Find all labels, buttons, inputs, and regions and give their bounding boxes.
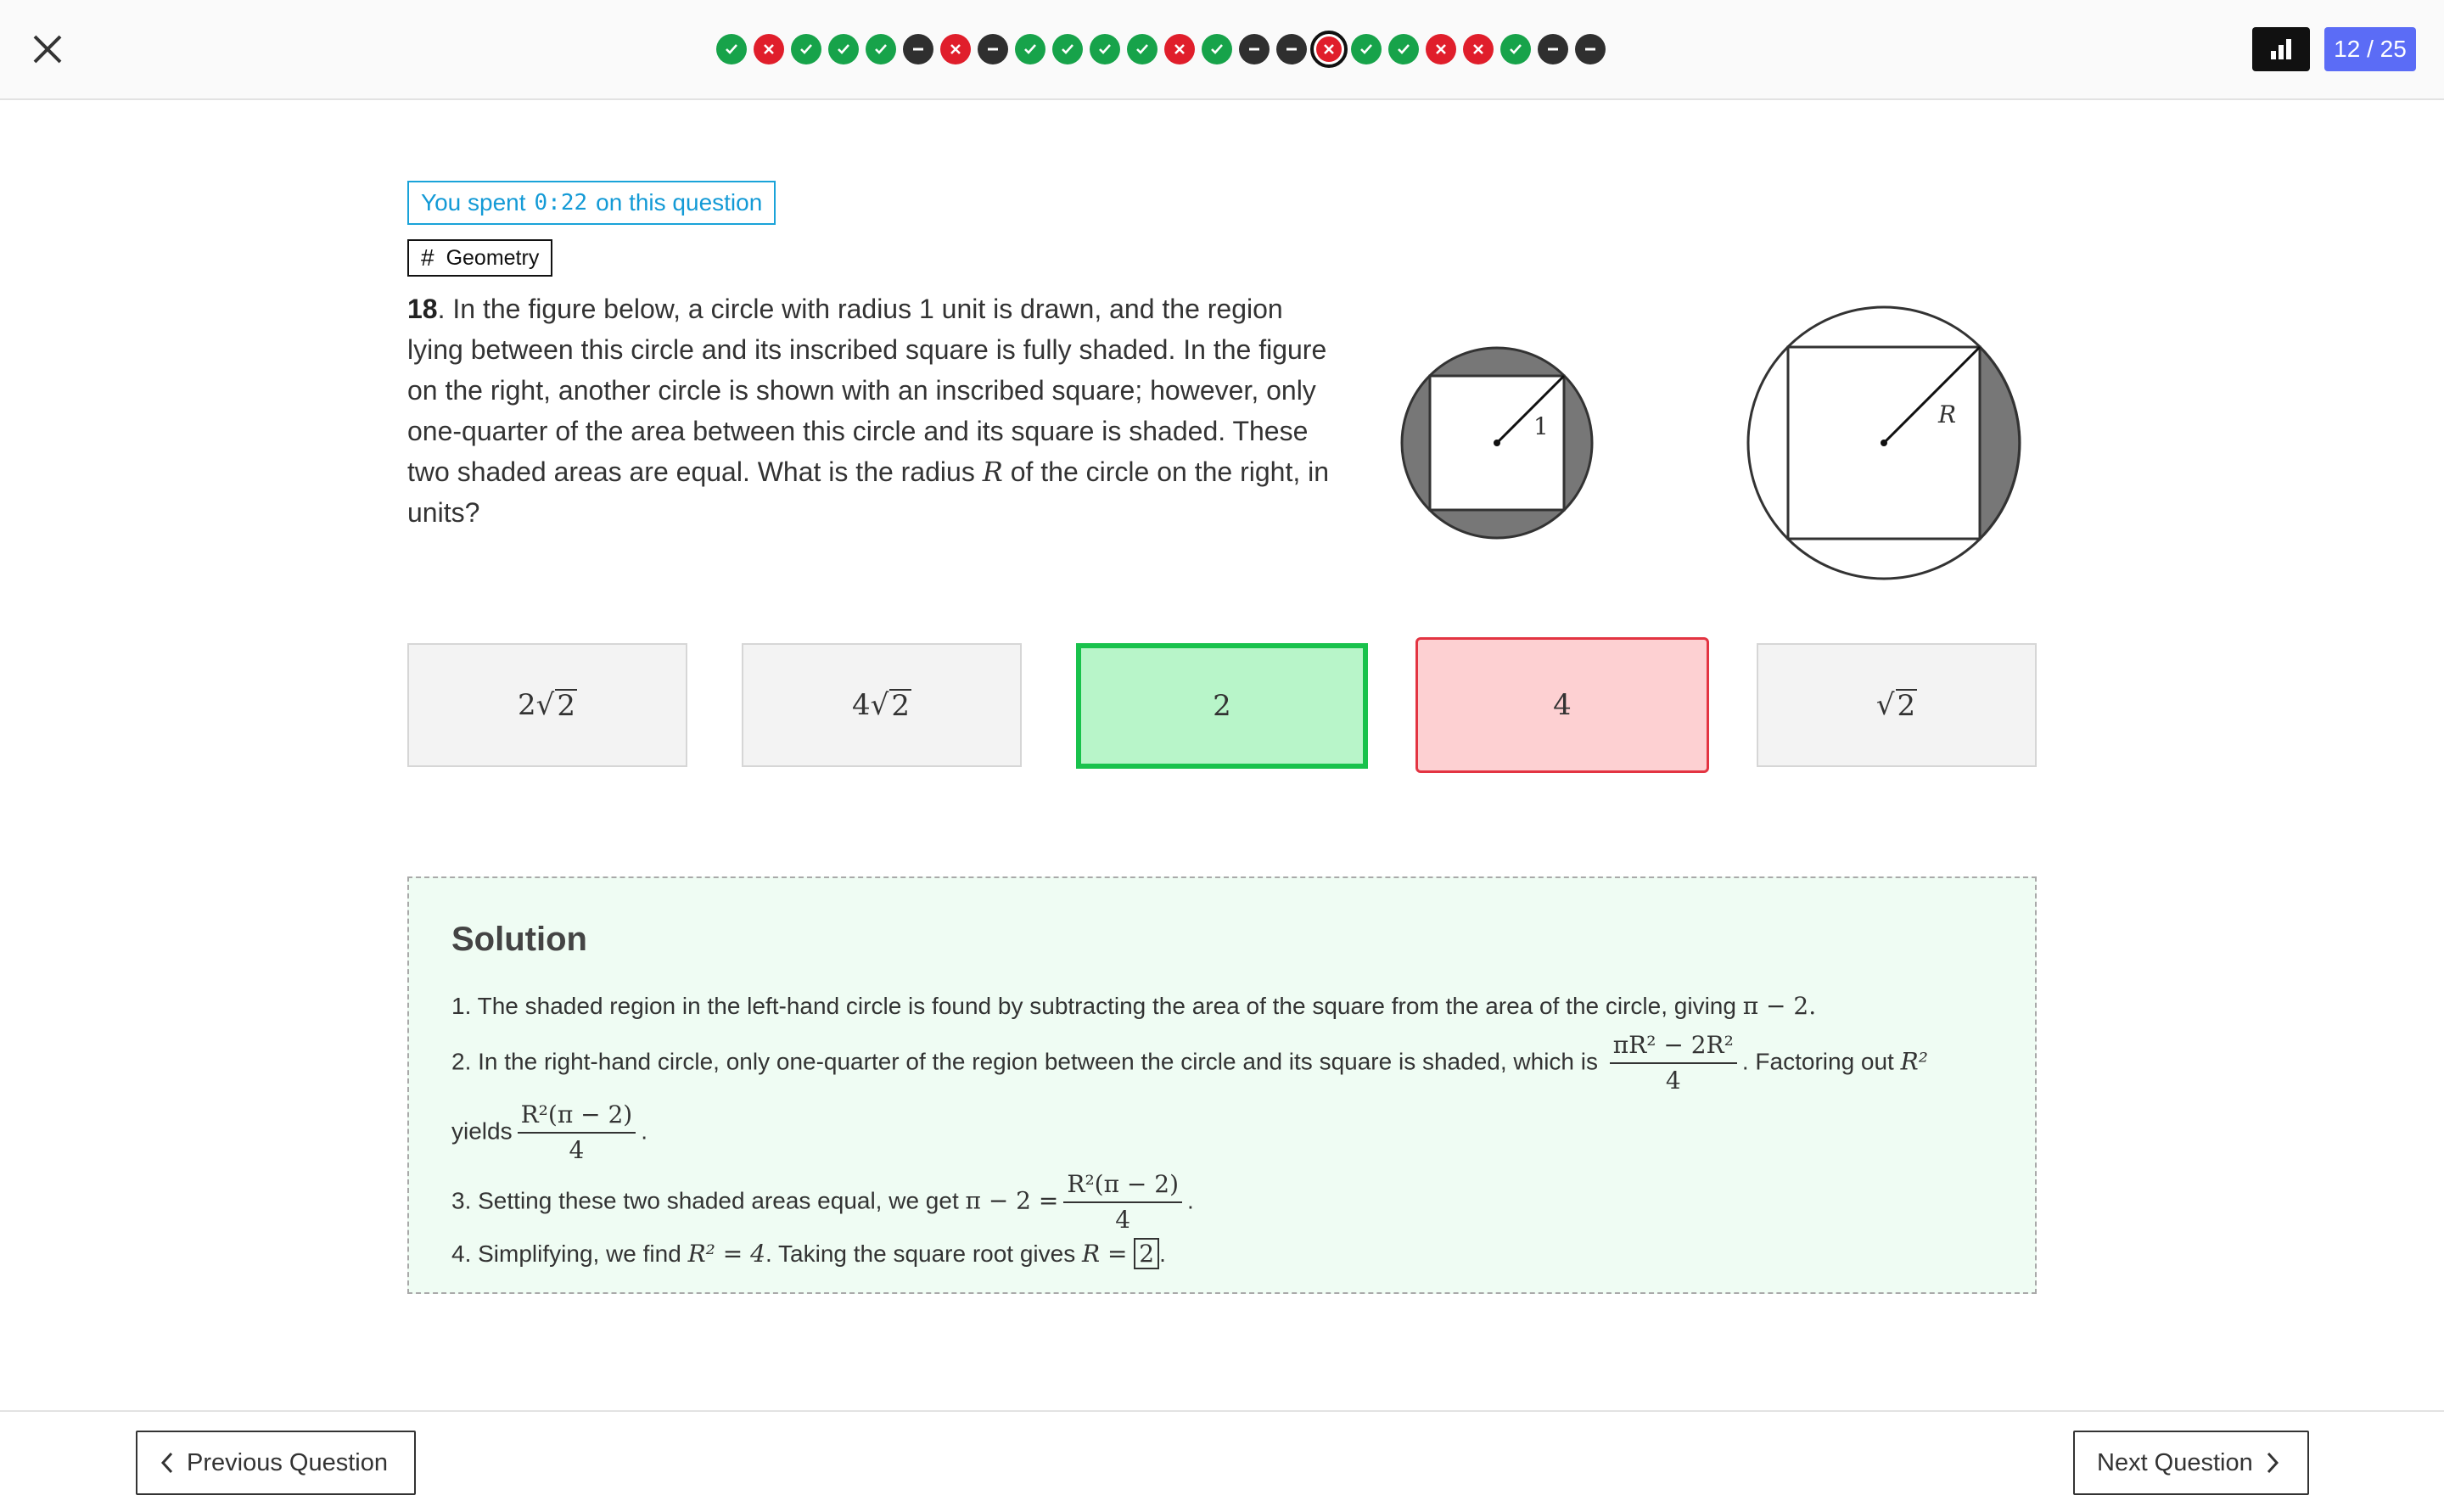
solution-step-2: 2. In the right-hand circle, only one-quarter of the region between the circle and its square is shaded, which is $\frac{\text{πR² − 2R²}}{4}$ . Factoring out R² [451,1028,1993,1098]
stats-button[interactable] [2252,27,2310,71]
question-variable: R [982,456,1003,488]
hash-icon: # [421,244,434,271]
solution-step-2-cont: yields $\frac{\text{R²(π − 2)}}{4}$ . [451,1098,1993,1168]
footer-bar [0,1410,2444,1512]
topic-label: Geometry [446,245,540,270]
progress-dot-correct[interactable] [1500,34,1531,64]
solution-step-4: 4. Simplifying, we find R² = 4. Taking the square root gives R = 2 . [451,1240,1166,1268]
progress-dot-skipped[interactable] [978,34,1008,64]
question-text [407,288,1332,533]
solution-title: Solution [451,921,587,958]
answer-choice-e[interactable]: √ 2 [1757,643,2037,767]
left-radius-label: 1 [1533,412,1549,440]
question-figures [1392,297,2037,585]
progress-dot-correct[interactable] [866,34,896,64]
time-spent-value: 0:22 [534,190,588,216]
left-circle-figure [1402,348,1592,538]
progress-dot-current[interactable] [1310,31,1348,68]
progress-dot-wrong[interactable] [1426,34,1456,64]
progress-dot-correct[interactable] [1015,34,1045,64]
answer-choice-a[interactable]: 2 √ 2 [407,643,687,767]
progress-dot-correct[interactable] [1351,34,1382,64]
time-spent-prefix: You spent [421,189,526,216]
solution-step-1: 1. The shaded region in the left-hand circle is found by subtracting the area of the square from the area of the circle, giving π − 2. [451,992,1817,1020]
right-radius-label: R [1938,400,1957,428]
solution-step-3: 3. Setting these two shaded areas equal, we get π − 2 = $\frac{\text{R²(π − 2)}}{4}$ . [451,1168,1993,1237]
choice-b-radicand: 2 [891,688,910,723]
question-counter: 12 / 25 [2324,27,2416,71]
bar-chart-icon [2270,39,2292,59]
choice-d-label: 4 [1553,688,1572,722]
choice-a-coef: 2 [518,688,536,722]
choice-e-radicand: 2 [1897,688,1916,723]
question-body-2: of the circle on the right, in units? [407,456,1330,528]
progress-dot-correct[interactable] [1052,34,1083,64]
choice-a-radicand: 2 [557,688,575,723]
answer-choice-d-selected-wrong[interactable] [1415,637,1709,773]
solution-panel [407,876,2037,1294]
progress-dot-correct[interactable] [1127,34,1158,64]
choice-c-label: 2 [1213,689,1231,723]
right-circle-figure [1748,307,2020,579]
chevron-right-icon [2265,1451,2280,1475]
answer-choice-c-correct[interactable] [1076,643,1368,769]
answer-choice-b[interactable]: 4 √ 2 [742,643,1022,767]
choice-b-coef: 4 [852,688,871,722]
question-progress-bar [716,31,1606,68]
progress-dot-skipped[interactable] [1538,34,1568,64]
previous-question-label: Previous Question [187,1448,388,1476]
progress-dot-correct[interactable] [828,34,859,64]
question-body-1: . In the figure below, a circle with radius 1 unit is drawn, and the region lying between this circle and its inscribed square is fully shaded. In the figure on the right, another circle is shown with an inscribed square; however, only one-quarter of the area between this circle and its square is shaded. These two shaded areas are equal. What is the radius [407,294,1327,487]
cross-icon [1316,36,1342,62]
progress-dot-wrong[interactable] [1463,34,1494,64]
progress-dot-correct[interactable] [791,34,821,64]
time-spent-badge [407,181,776,225]
progress-dot-wrong[interactable] [1164,34,1195,64]
topic-tag [407,239,552,277]
next-question-label: Next Question [2097,1448,2253,1476]
chevron-left-icon [160,1451,175,1475]
progress-dot-skipped[interactable] [1239,34,1270,64]
progress-dot-skipped[interactable] [1276,34,1307,64]
previous-question-button[interactable] [136,1431,416,1495]
progress-dot-correct[interactable] [1090,34,1120,64]
progress-dot-wrong[interactable] [754,34,784,64]
time-spent-suffix: on this question [596,189,763,216]
progress-dot-skipped[interactable] [1575,34,1606,64]
close-icon[interactable] [29,31,66,68]
progress-dot-correct[interactable] [716,34,747,64]
next-question-button[interactable] [2073,1431,2309,1495]
progress-dot-correct[interactable] [1202,34,1232,64]
progress-dot-wrong[interactable] [940,34,971,64]
progress-dot-correct[interactable] [1388,34,1419,64]
top-bar [0,0,2444,100]
progress-dot-skipped[interactable] [903,34,933,64]
question-number: 18 [407,294,438,324]
final-answer-box: 2 [1134,1238,1159,1269]
